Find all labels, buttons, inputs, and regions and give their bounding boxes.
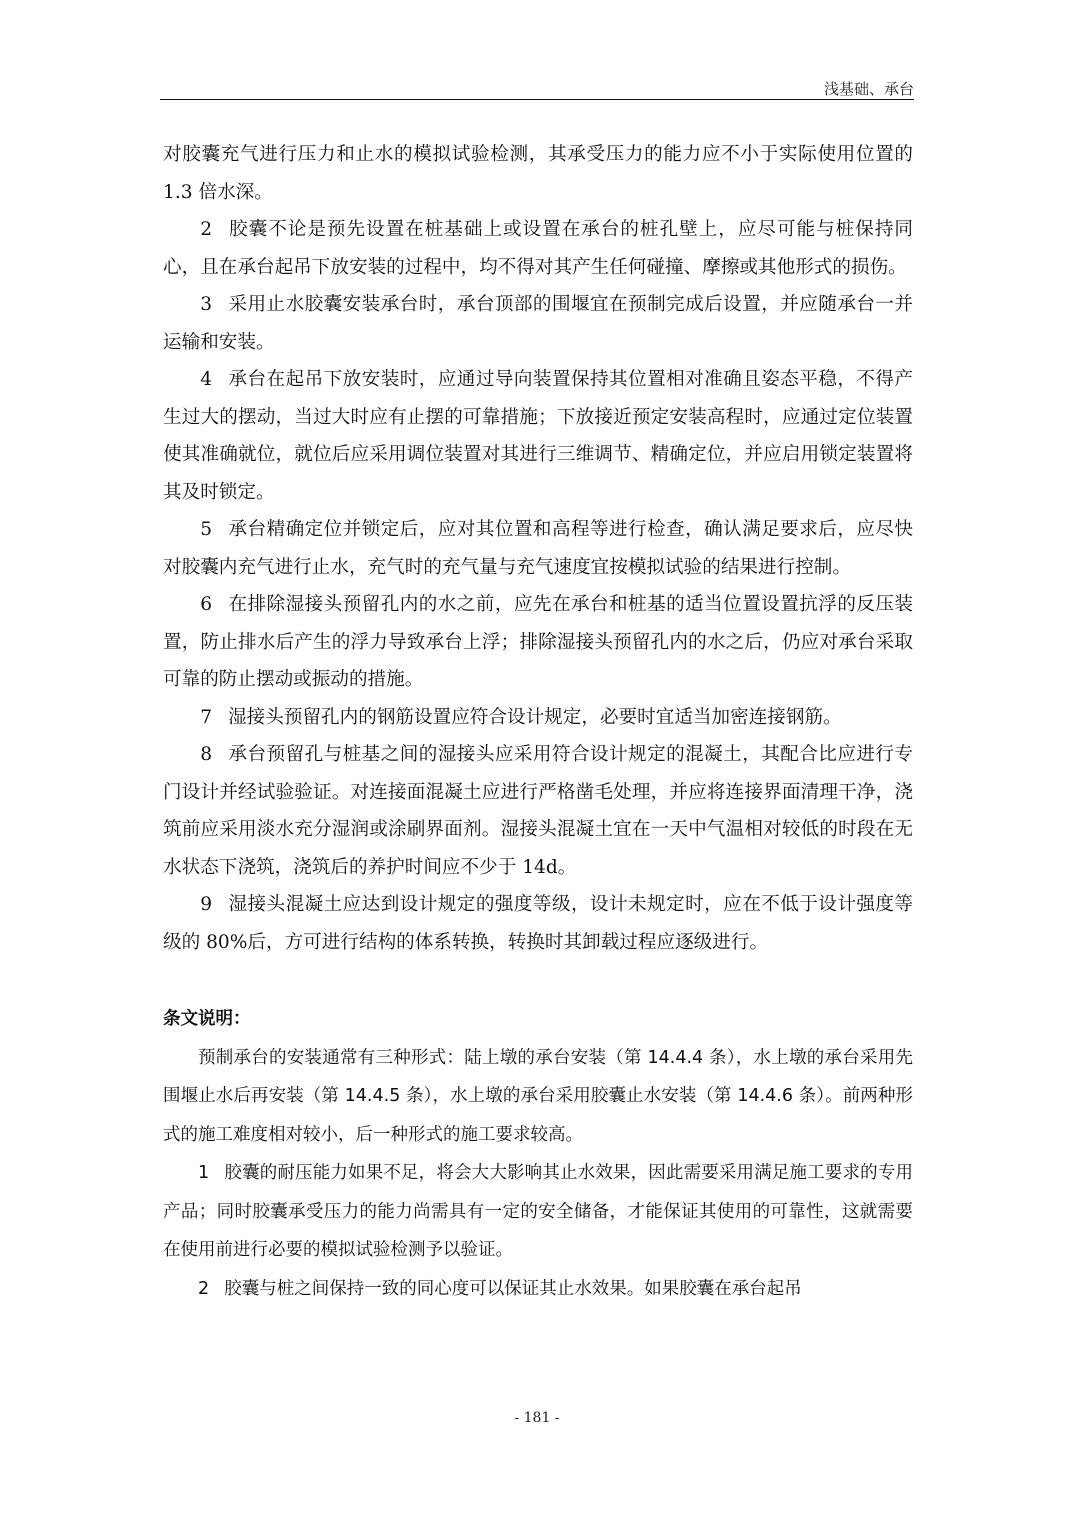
explanation-text: 胶囊与桩之间保持一致的同心度可以保证其止水效果。如果胶囊在承台起吊 bbox=[224, 1278, 802, 1299]
clause-text: 承台在起吊下放安装时，应通过导向装置保持其位置相对准确且姿态平稳，不得产生过大的摆动，当过大时应有止摆的可靠措施；下放接近预定安装高程时，应通过定位装置使其准确就位，就位后应采用调位装置对其进行三维调节、精确定位，并应启用锁定装置将其及时锁定。 bbox=[163, 369, 913, 503]
clause-8 bbox=[163, 736, 913, 886]
clause-text: 湿接头预留孔内的钢筋设置应符合设计规定，必要时宜适当加密连接钢筋。 bbox=[228, 706, 842, 728]
clause-number: 4 bbox=[200, 369, 213, 390]
section-gap bbox=[163, 961, 913, 1001]
page-number: - 181 - bbox=[514, 1410, 560, 1426]
clause-number: 6 bbox=[200, 594, 213, 615]
clause-6 bbox=[163, 586, 913, 699]
clause-number: 3 bbox=[200, 294, 213, 315]
paragraph-text: 对胶囊充气进行压力和止水的模拟试验检测，其承受压力的能力应不小于实际使用位置的 1.3 倍水深。 bbox=[163, 144, 913, 203]
explanation-text: 胶囊的耐压能力如果不足，将会大大影响其止水效果，因此需要采用满足施工要求的专用产品；同时胶囊承受压力的能力尚需具有一定的安全储备，才能保证其使用的可靠性，这就需要在使用前进行必要的模拟试验检测予以验证。 bbox=[163, 1163, 913, 1260]
chapter-title: 浅基础、承台 bbox=[823, 80, 914, 98]
page-body bbox=[163, 136, 913, 1308]
clause-text: 承台精确定位并锁定后，应对其位置和高程等进行检查，确认满足要求后，应尽快对胶囊内充气进行止水，充气时的充气量与充气速度宜按模拟试验的结果进行控制。 bbox=[163, 519, 913, 578]
clause-text: 胶囊不论是预先设置在桩基础上或设置在承台的桩孔壁上，应尽可能与桩保持同心，且在承台起吊下放安装的过程中，均不得对其产生任何碰撞、摩擦或其他形式的损伤。 bbox=[163, 219, 913, 278]
clause-4 bbox=[163, 361, 913, 511]
explanation-number: 1 bbox=[198, 1163, 210, 1183]
paragraph-continuation bbox=[163, 136, 913, 211]
explanation-intro bbox=[163, 1039, 913, 1155]
clause-text: 承台预留孔与桩基之间的湿接头应采用符合设计规定的混凝土，其配合比应进行专门设计并经试验验证。对连接面混凝土应进行严格凿毛处理，并应将连接界面清理干净，浇筑前应采用淡水充分湿润或涂刷界面剂。湿接头混凝土宜在一天中气温相对较低的时段在无水状态下浇筑，浇筑后的养护时间应不少于 14d。 bbox=[163, 744, 913, 878]
clause-3 bbox=[163, 286, 913, 361]
explanation-section bbox=[163, 1039, 913, 1309]
clause-7 bbox=[163, 699, 913, 737]
clause-9 bbox=[163, 886, 913, 961]
clause-number: 2 bbox=[200, 219, 213, 240]
clause-text: 在排除湿接头预留孔内的水之前，应先在承台和桩基的适当位置设置抗浮的反压装置，防止排水后产生的浮力导致承台上浮；排除湿接头预留孔内的水之后，仍应对承台采取可靠的防止摆动或振动的措施。 bbox=[163, 594, 913, 690]
explanation-item-1 bbox=[163, 1154, 913, 1270]
clause-number: 9 bbox=[200, 894, 213, 915]
header-divider bbox=[160, 99, 914, 100]
clause-text: 采用止水胶囊安装承台时，承台顶部的围堰宜在预制完成后设置，并应随承台一并运输和安装。 bbox=[163, 294, 913, 353]
clause-text: 湿接头混凝土应达到设计规定的强度等级，设计未规定时，应在不低于设计强度等级的 80%后，方可进行结构的体系转换，转换时其卸载过程应逐级进行。 bbox=[163, 894, 913, 953]
clause-2 bbox=[163, 211, 913, 286]
clause-5 bbox=[163, 511, 913, 586]
explanation-number: 2 bbox=[198, 1278, 210, 1299]
explanation-item-2 bbox=[163, 1270, 913, 1309]
clause-number: 7 bbox=[200, 706, 213, 728]
running-header bbox=[160, 78, 914, 100]
explanation-text: 预制承台的安装通常有三种形式：陆上墩的承台安装（第 14.4.4 条），水上墩的承台采用先围堰止水后再安装（第 14.4.5 条），水上墩的承台采用胶囊止水安装（第 14.4.6 条）。前两种形式的施工难度相对较小，后一种形式的施工要求较高。 bbox=[163, 1047, 913, 1145]
clause-number: 5 bbox=[200, 519, 213, 540]
explanation-title: 条文说明： bbox=[163, 1009, 251, 1029]
clause-number: 8 bbox=[200, 744, 213, 765]
